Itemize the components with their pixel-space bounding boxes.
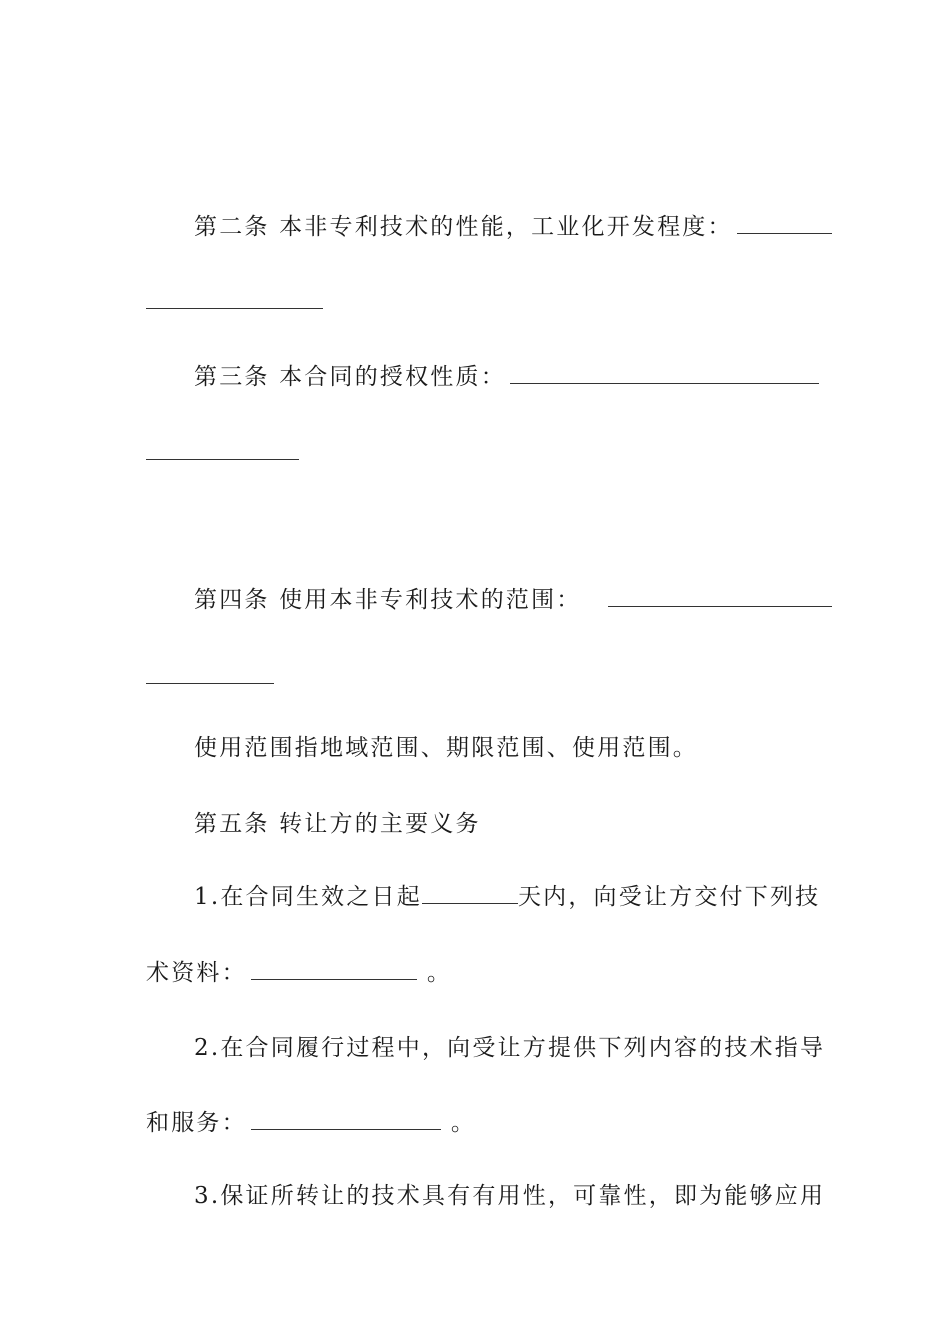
article-2-blank-1 bbox=[737, 215, 832, 234]
item-3-text: 3.保证所转让的技术具有有用性，可靠性，即为能够应用 bbox=[194, 1183, 826, 1209]
item-2-text-b: 和服务： bbox=[146, 1110, 247, 1136]
item-2-line-1 bbox=[194, 1033, 825, 1063]
item-2-service-blank bbox=[251, 1111, 441, 1130]
article-4-blank-1 bbox=[608, 588, 832, 607]
article-4-line-1 bbox=[194, 585, 832, 615]
item-2-text-a: 2.在合同履行过程中，向受让方提供下列内容的技术指导 bbox=[194, 1035, 826, 1061]
article-2-text: 第二条 本非专利技术的性能，工业化开发程度： bbox=[194, 214, 733, 240]
item-1-text-c: 术资料： bbox=[146, 960, 247, 986]
item-2-line-2 bbox=[146, 1108, 476, 1138]
article-3-line-1 bbox=[194, 362, 819, 392]
article-2-blank-2 bbox=[146, 308, 323, 309]
article-4-text: 第四条 使用本非专利技术的范围： bbox=[194, 587, 582, 613]
item-1-text-a: 1.在合同生效之日起 bbox=[194, 884, 422, 910]
scope-note-text: 使用范围指地域范围、期限范围、使用范围。 bbox=[194, 735, 698, 761]
article-3-blank-1 bbox=[510, 365, 819, 384]
article-3-blank-2 bbox=[146, 459, 299, 460]
article-4-blank-2 bbox=[146, 683, 274, 684]
item-1-text-b: 天内，向受让方交付下列技 bbox=[517, 884, 821, 910]
scope-note bbox=[194, 733, 698, 763]
article-5-title bbox=[194, 809, 481, 839]
item-1-materials-blank bbox=[251, 961, 417, 980]
article-3-text: 第三条 本合同的授权性质： bbox=[194, 364, 506, 390]
item-2-period: 。 bbox=[450, 1110, 477, 1136]
article-2-line-1 bbox=[194, 212, 832, 242]
item-1-line-2 bbox=[146, 958, 452, 988]
item-3-line-1 bbox=[194, 1181, 825, 1211]
article-5-title-text: 第五条 转让方的主要义务 bbox=[194, 811, 481, 837]
item-1-line-1 bbox=[194, 882, 820, 912]
item-1-days-blank bbox=[422, 885, 518, 904]
item-1-period: 。 bbox=[426, 960, 453, 986]
